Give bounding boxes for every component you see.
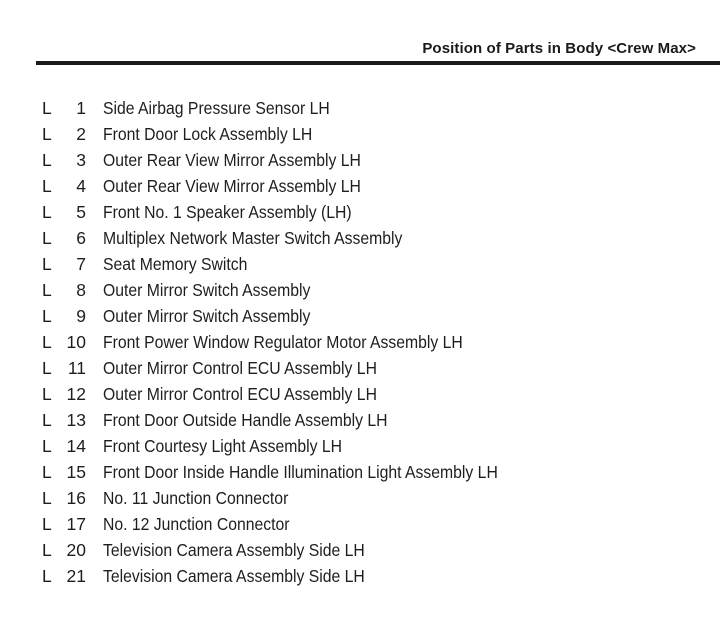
part-number: 14 [66,436,86,456]
list-item [0,225,720,251]
part-location-code: L [42,306,52,326]
part-name: Outer Mirror Switch Assembly [103,280,311,300]
list-item [0,433,720,459]
part-location-code: L [42,436,52,456]
part-name: Front Power Window Regulator Motor Assembly LH [103,332,463,352]
part-number: 3 [76,150,86,170]
part-number: 15 [66,462,86,482]
part-location-code: L [42,254,52,274]
part-number: 5 [76,202,86,222]
part-location-code: L [42,202,52,222]
part-name: No. 11 Junction Connector [103,488,289,508]
part-location-code: L [42,514,52,534]
part-name: Outer Mirror Control ECU Assembly LH [103,358,377,378]
list-item [0,251,720,277]
part-name: Side Airbag Pressure Sensor LH [103,98,330,118]
part-name: Outer Rear View Mirror Assembly LH [103,150,361,170]
part-name: Outer Mirror Switch Assembly [103,306,311,326]
part-number: 16 [66,488,86,508]
part-location-code: L [42,124,52,144]
part-number: 17 [66,514,86,534]
list-item [0,381,720,407]
part-name: Front Door Inside Handle Illumination Light Assembly LH [103,462,498,482]
part-number: 10 [66,332,86,352]
list-item [0,277,720,303]
list-item [0,407,720,433]
part-location-code: L [42,540,52,560]
part-number: 6 [76,228,86,248]
part-location-code: L [42,150,52,170]
part-name: Front Door Outside Handle Assembly LH [103,410,388,430]
part-location-code: L [42,358,52,378]
part-number: 12 [66,384,86,404]
part-location-code: L [42,462,52,482]
parts-list [0,95,720,589]
part-location-code: L [42,176,52,196]
list-item [0,511,720,537]
part-name: Front Courtesy Light Assembly LH [103,436,342,456]
part-name: Television Camera Assembly Side LH [103,566,365,586]
list-item [0,329,720,355]
list-item [0,95,720,121]
part-name: Outer Mirror Control ECU Assembly LH [103,384,377,404]
list-item [0,537,720,563]
list-item [0,563,720,589]
page-title: Position of Parts in Body <Crew Max> [422,40,696,57]
part-name: Seat Memory Switch [103,254,248,274]
part-location-code: L [42,332,52,352]
list-item [0,303,720,329]
list-item [0,199,720,225]
part-number: 21 [66,566,86,586]
part-number: 7 [76,254,86,274]
part-number: 20 [66,540,86,560]
part-location-code: L [42,384,52,404]
part-location-code: L [42,280,52,300]
list-item [0,485,720,511]
part-name: Front Door Lock Assembly LH [103,124,313,144]
part-name: No. 12 Junction Connector [103,514,290,534]
part-number: 11 [67,358,86,378]
part-number: 13 [66,410,86,430]
part-number: 9 [76,306,86,326]
part-number: 4 [76,176,86,196]
list-item [0,121,720,147]
list-item [0,459,720,485]
list-item [0,147,720,173]
part-name: Outer Rear View Mirror Assembly LH [103,176,361,196]
part-name: Front No. 1 Speaker Assembly (LH) [103,202,352,222]
list-item [0,173,720,199]
title-divider [36,61,720,65]
part-location-code: L [42,488,52,508]
part-number: 8 [76,280,86,300]
list-item [0,355,720,381]
part-location-code: L [42,566,52,586]
part-name: Multiplex Network Master Switch Assembly [103,228,403,248]
part-number: 1 [76,98,86,118]
part-location-code: L [42,410,52,430]
part-number: 2 [76,124,86,144]
part-location-code: L [42,98,52,118]
part-location-code: L [42,228,52,248]
part-name: Television Camera Assembly Side LH [103,540,365,560]
